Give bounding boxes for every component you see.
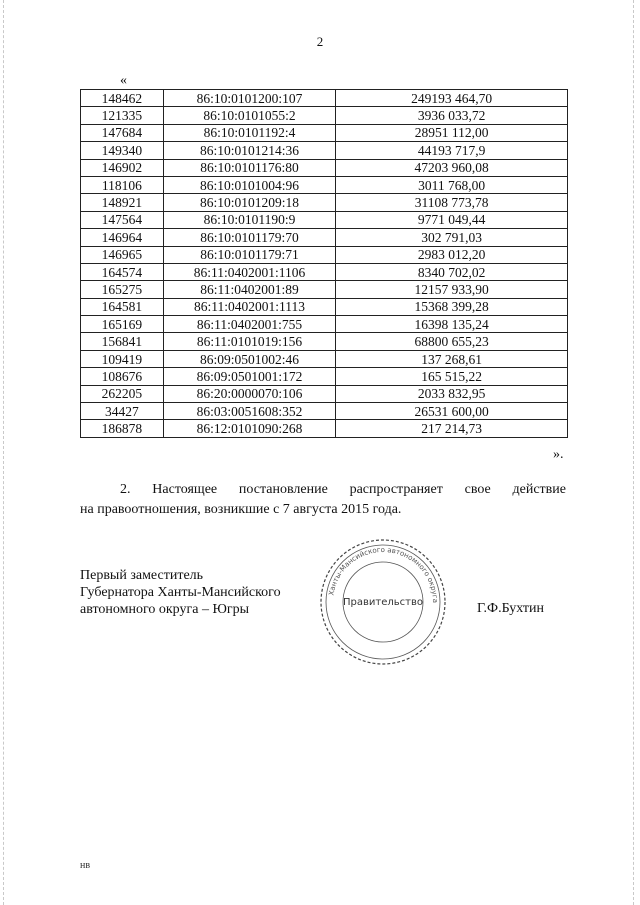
cadastral-number-cell: 86:10:0101190:9 (163, 211, 336, 228)
cadastral-value-cell: 3936 033,72 (336, 107, 568, 124)
object-id-cell: 146902 (81, 159, 164, 176)
table-row (81, 403, 568, 420)
cadastral-value-cell: 9771 049,44 (336, 211, 568, 228)
cadastral-number-cell: 86:11:0101019:156 (163, 333, 336, 350)
table-row (81, 194, 568, 211)
cadastral-value-cell: 249193 464,70 (336, 90, 568, 107)
cadastral-value-cell: 28951 112,00 (336, 124, 568, 141)
table-body (81, 90, 568, 438)
open-quote: « (120, 73, 127, 88)
object-id-cell: 109419 (81, 350, 164, 367)
table-row (81, 263, 568, 280)
table-row (81, 107, 568, 124)
page-edge-right (633, 0, 636, 905)
object-id-cell: 146965 (81, 246, 164, 263)
paragraph-word: Настоящее (152, 482, 218, 497)
object-id-cell: 146964 (81, 229, 164, 246)
page-number: 2 (316, 34, 324, 49)
object-id-cell: 262205 (81, 385, 164, 402)
paragraph-word: постановление (238, 482, 328, 497)
cadastral-value-cell: 68800 655,23 (336, 333, 568, 350)
paragraph-word: распространяет (349, 482, 443, 497)
object-id-cell: 34427 (81, 403, 164, 420)
table-row (81, 142, 568, 159)
table-row (81, 211, 568, 228)
table-row (81, 333, 568, 350)
cadastral-value-cell: 302 791,03 (336, 229, 568, 246)
object-id-cell: 108676 (81, 368, 164, 385)
object-id-cell: 118106 (81, 176, 164, 193)
cadastral-number-cell: 86:10:0101004:96 (163, 176, 336, 193)
object-id-cell: 147684 (81, 124, 164, 141)
cadastral-value-cell: 8340 702,02 (336, 263, 568, 280)
cadastral-number-cell: 86:10:0101179:70 (163, 229, 336, 246)
cadastral-number-cell: 86:10:0101200:107 (163, 90, 336, 107)
cadastral-value-cell: 26531 600,00 (336, 403, 568, 420)
cadastral-value-table (80, 89, 568, 438)
table-row (81, 385, 568, 402)
cadastral-number-cell: 86:10:0101214:36 (163, 142, 336, 159)
cadastral-number-cell: 86:10:0101192:4 (163, 124, 336, 141)
cadastral-value-cell: 165 515,22 (336, 368, 568, 385)
cadastral-number-cell: 86:11:0402001:1106 (163, 263, 336, 280)
cadastral-value-cell: 217 214,73 (336, 420, 568, 437)
cadastral-number-cell: 86:03:0051608:352 (163, 403, 336, 420)
paragraph-word: 2. (120, 482, 131, 497)
table-row (81, 176, 568, 193)
cadastral-value-cell: 15368 399,28 (336, 298, 568, 315)
table-row (81, 229, 568, 246)
cadastral-number-cell: 86:10:0101179:71 (163, 246, 336, 263)
cadastral-number-cell: 86:11:0402001:755 (163, 316, 336, 333)
object-id-cell: 148462 (81, 90, 164, 107)
object-id-cell: 165275 (81, 281, 164, 298)
object-id-cell: 186878 (81, 420, 164, 437)
signature-title-line: Первый заместитель (80, 568, 204, 583)
cadastral-value-cell: 137 268,61 (336, 350, 568, 367)
object-id-cell: 164574 (81, 263, 164, 280)
signature-title-line: Губернатора Ханты-Мансийского (80, 585, 281, 600)
cadastral-number-cell: 86:10:0101209:18 (163, 194, 336, 211)
cadastral-number-cell: 86:11:0402001:89 (163, 281, 336, 298)
seal-center-text: Правительство (343, 597, 423, 608)
cadastral-number-cell: 86:10:0101176:80 (163, 159, 336, 176)
seal-ring-text: Ханты-Мансийского автономного округа (327, 545, 440, 604)
table-row (81, 368, 568, 385)
signature-title-line: автономного округа – Югры (80, 602, 249, 617)
paragraph-word: свое (464, 482, 491, 497)
cadastral-value-cell: 2983 012,20 (336, 246, 568, 263)
table-row (81, 246, 568, 263)
cadastral-number-cell: 86:10:0101055:2 (163, 107, 336, 124)
cadastral-number-cell: 86:20:0000070:106 (163, 385, 336, 402)
cadastral-value-cell: 31108 773,78 (336, 194, 568, 211)
cadastral-number-cell: 86:12:0101090:268 (163, 420, 336, 437)
table-row (81, 298, 568, 315)
table-row (81, 281, 568, 298)
close-quote: ». (553, 447, 564, 462)
table-row (81, 124, 568, 141)
table-row (81, 90, 568, 107)
cadastral-value-cell: 12157 933,90 (336, 281, 568, 298)
object-id-cell: 149340 (81, 142, 164, 159)
cadastral-number-cell: 86:09:0501001:172 (163, 368, 336, 385)
signer-name: Г.Ф.Бухтин (477, 601, 545, 616)
object-id-cell: 121335 (81, 107, 164, 124)
paragraph-line-1 (80, 480, 566, 500)
table-row (81, 159, 568, 176)
cadastral-number-cell: 86:11:0402001:1113 (163, 298, 336, 315)
signature-title-block (80, 567, 310, 618)
effective-date-paragraph (80, 480, 566, 520)
object-id-cell: 164581 (81, 298, 164, 315)
cadastral-value-cell: 3011 768,00 (336, 176, 568, 193)
page-edge-left (3, 0, 6, 905)
cadastral-value-cell: 2033 832,95 (336, 385, 568, 402)
paragraph-word: действие (512, 482, 566, 497)
cadastral-value-cell: 47203 960,08 (336, 159, 568, 176)
cadastral-value-cell: 44193 717,9 (336, 142, 568, 159)
table-row (81, 420, 568, 437)
paragraph-line-2: на правоотношения, возникшие с 7 августа 2015 года. (80, 502, 402, 517)
table-row (81, 350, 568, 367)
cadastral-number-cell: 86:09:0501002:46 (163, 350, 336, 367)
footer-initials-mark: нв (80, 860, 91, 871)
object-id-cell: 147564 (81, 211, 164, 228)
cadastral-value-cell: 16398 135,24 (336, 316, 568, 333)
government-seal-stamp (318, 537, 448, 667)
object-id-cell: 148921 (81, 194, 164, 211)
object-id-cell: 156841 (81, 333, 164, 350)
object-id-cell: 165169 (81, 316, 164, 333)
table-row (81, 316, 568, 333)
